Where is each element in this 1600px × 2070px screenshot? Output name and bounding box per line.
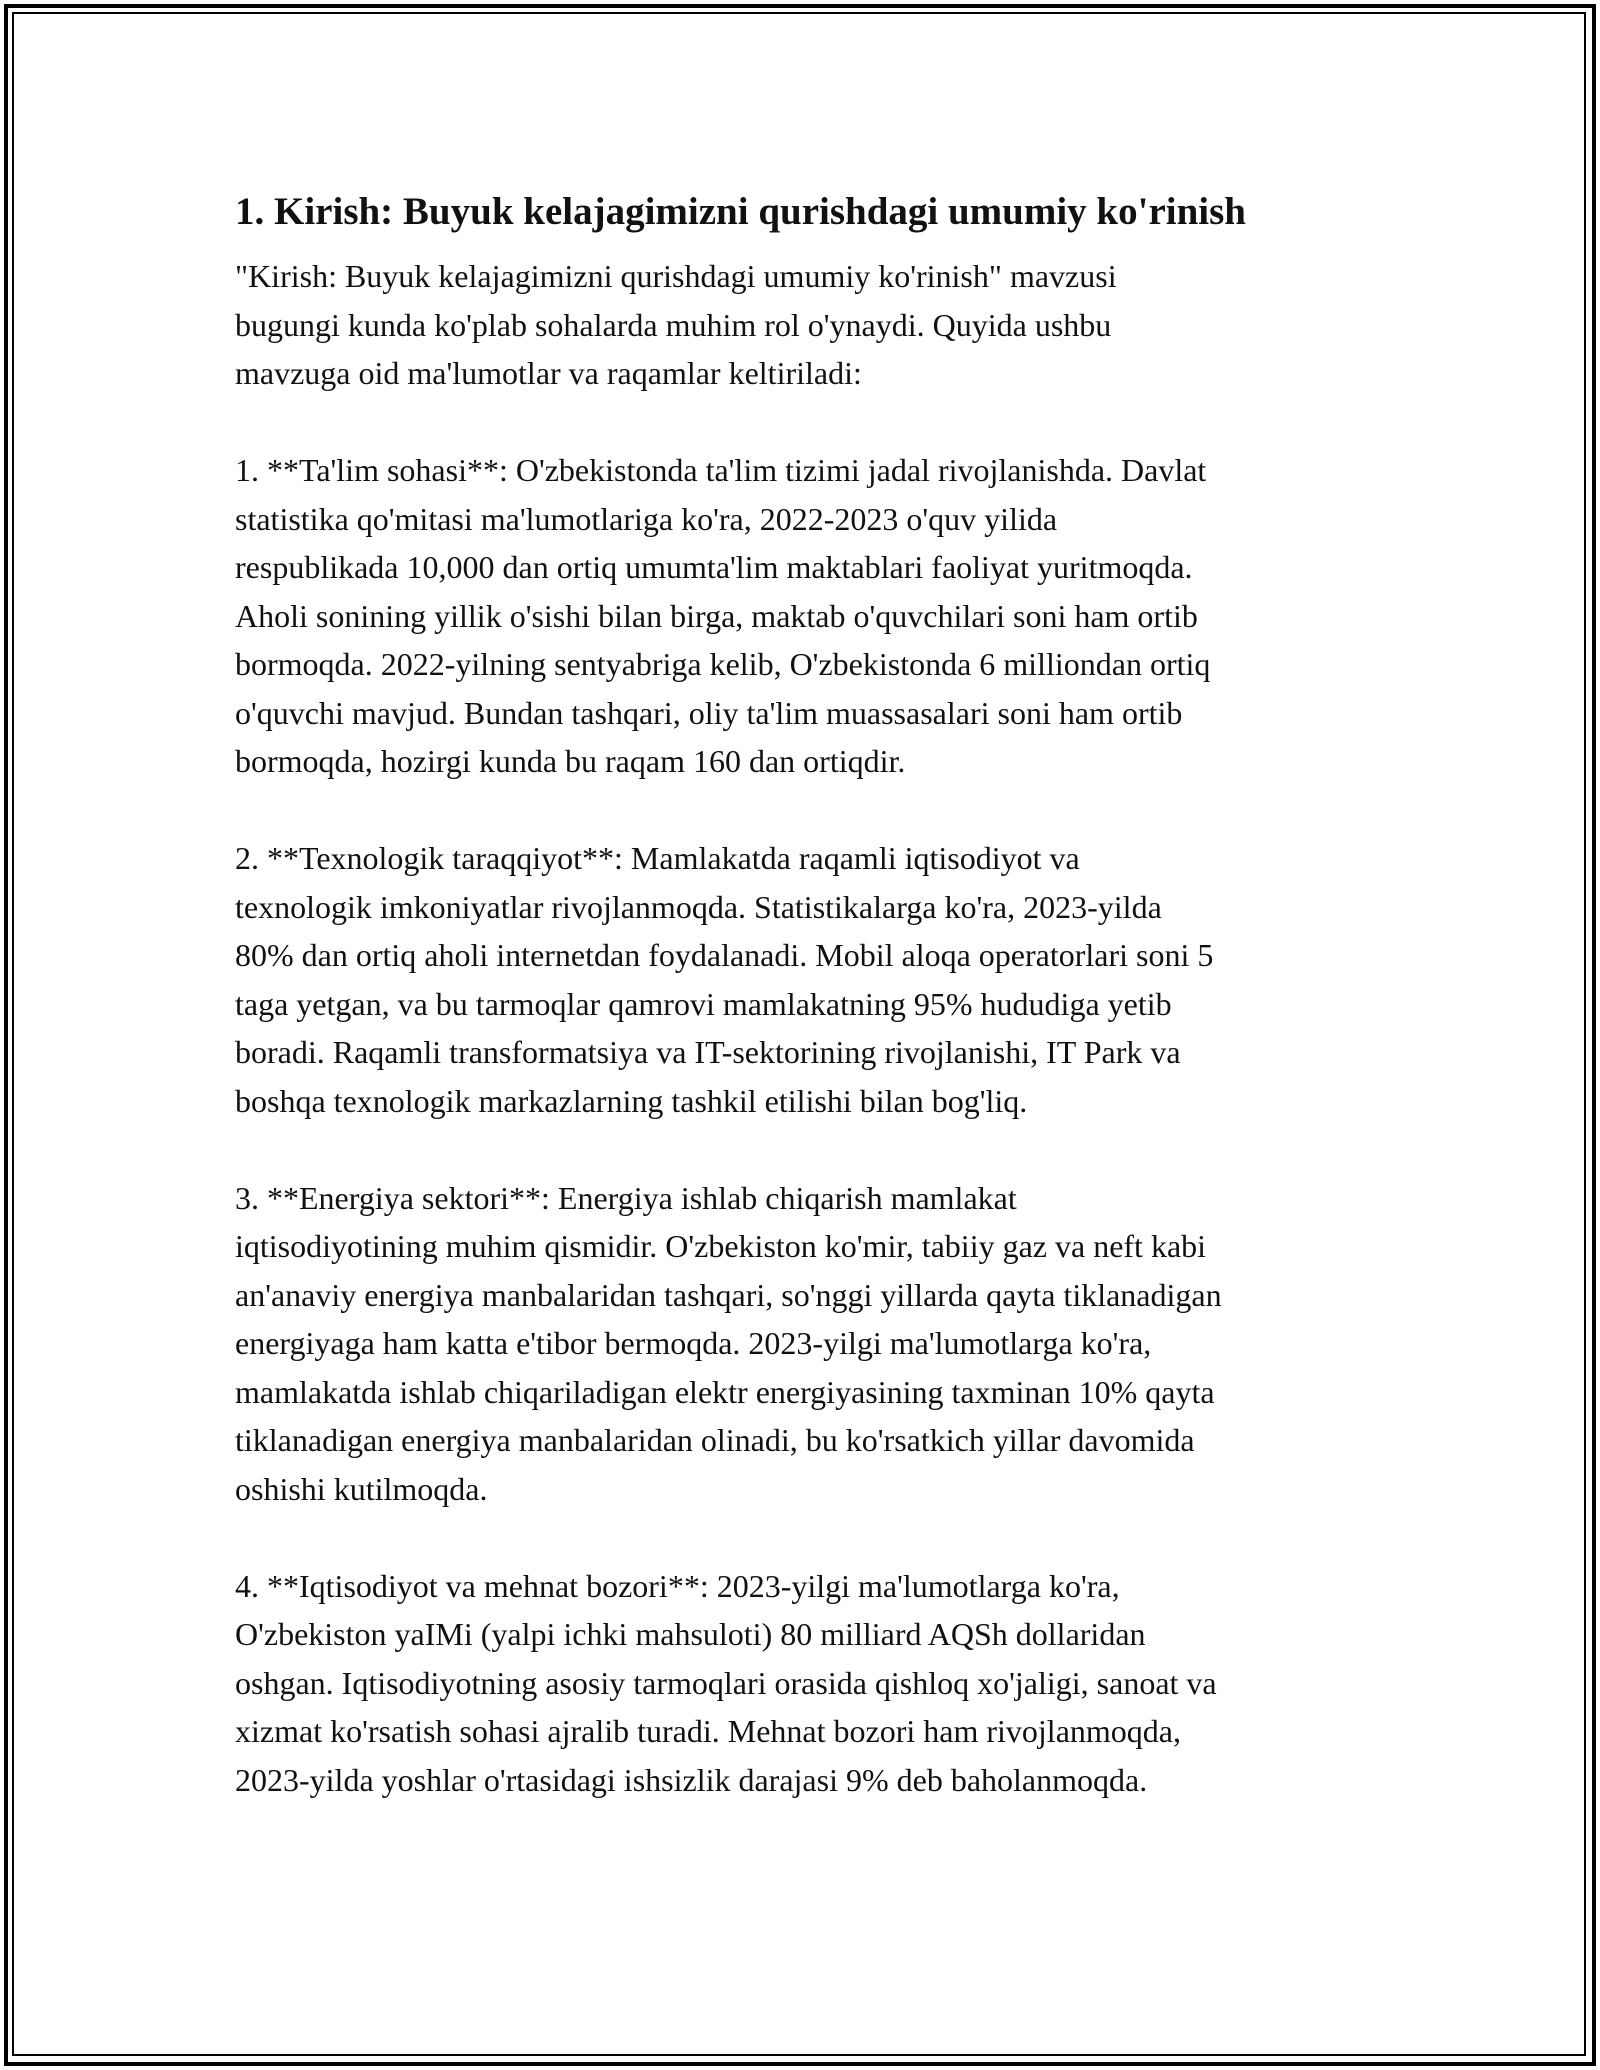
text-line: statistika qo'mitasi ma'lumotlariga ko'ra, 2022-2023 o'quv yilida [235,500,1058,537]
intro-paragraph [235,252,1385,398]
text-line: 3. **Energiya sektori**: Energiya ishlab chiqarish mamlakat [235,1179,1017,1216]
text-line: o'quvchi mavjud. Bundan tashqari, oliy ta'lim muassasalari soni ham ortib [235,694,1183,731]
text-line: 2. **Texnologik taraqqiyot**: Mamlakatda raqamli iqtisodiyot va [235,840,1080,876]
text-line: 80% dan ortiq aholi internetdan foydalanadi. Mobil aloqa operatorlari soni 5 [235,937,1214,973]
section-education-paragraph [235,446,1385,786]
text-line: 2023-yilda yoshlar o'rtasidagi ishsizlik darajasi 9% deb baholanmoqda. [235,1761,1148,1798]
text-line: bugungi kunda ko'plab sohalarda muhim rol o'ynaydi. Quyida ushbu [235,306,1112,343]
text-line: taga yetgan, va bu tarmoqlar qamrovi mamlakatning 95% hududiga yetib [235,985,1172,1022]
text-line: Aholi sonining yillik o'sishi bilan birga, maktab o'quvchilari soni ham ortib [235,597,1198,634]
text-line: bormoqda. 2022-yilning sentyabriga kelib, O'zbekistonda 6 milliondan ortiq [235,646,1211,682]
text-line: iqtisodiyotining muhim qismidir. O'zbekiston ko'mir, tabiiy gaz va neft kabi [235,1228,1207,1264]
text-line: an'anaviy energiya manbalaridan tashqari, so'nggi yillarda qayta tiklanadigan [235,1276,1222,1313]
text-line: tiklanadigan energiya manbalaridan olinadi, bu ko'rsatkich yillar davomida [235,1422,1195,1458]
text-line: boshqa texnologik markazlarning tashkil etilishi bilan bog'liq. [235,1082,1028,1119]
text-line: 4. **Iqtisodiyot va mehnat bozori**: 2023-yilgi ma'lumotlarga ko'ra, [235,1567,1120,1604]
text-line: mamlakatda ishlab chiqariladigan elektr energiyasining taxminan 10% qayta [235,1373,1215,1410]
text-line: 1. **Ta'lim sohasi**: O'zbekistonda ta'lim tizimi jadal rivojlanishda. Davlat [235,452,1207,488]
text-line: oshishi kutilmoqda. [235,1470,488,1507]
text-line: respublikada 10,000 dan ortiq umumta'lim maktablari faoliyat yuritmoqda. [235,549,1193,585]
document-title: 1. Kirish: Buyuk kelajagimizni qurishdagi umumiy ko'rinish [235,190,1246,233]
document-body [235,186,1385,1804]
text-line: oshgan. Iqtisodiyotning asosiy tarmoqlari orasida qishloq xo'jaligi, sanoat va [235,1664,1217,1701]
section-energy-paragraph [235,1174,1385,1514]
text-line: O'zbekiston yaIMi (yalpi ichki mahsuloti) 80 milliard AQSh dollaridan [235,1616,1146,1652]
text-line: bormoqda, hozirgi kunda bu raqam 160 dan ortiqdir. [235,743,906,779]
text-line: energiyaga ham katta e'tibor bermoqda. 2023-yilgi ma'lumotlarga ko'ra, [235,1325,1152,1361]
text-line: xizmat ko'rsatish sohasi ajralib turadi. Mehnat bozori ham rivojlanmoqda, [235,1713,1181,1749]
text-line: "Kirish: Buyuk kelajagimizni qurishdagi umumiy ko'rinish" mavzusi [235,258,1117,294]
section-technology-paragraph [235,834,1385,1125]
text-line: boradi. Raqamli transformatsiya va IT-sektorining rivojlanishi, IT Park va [235,1034,1181,1070]
text-line: mavzuga oid ma'lumotlar va raqamlar keltiriladi: [235,355,862,391]
section-economy-paragraph [235,1562,1385,1805]
text-line: texnologik imkoniyatlar rivojlanmoqda. Statistikalarga ko'ra, 2023-yilda [235,888,1162,925]
